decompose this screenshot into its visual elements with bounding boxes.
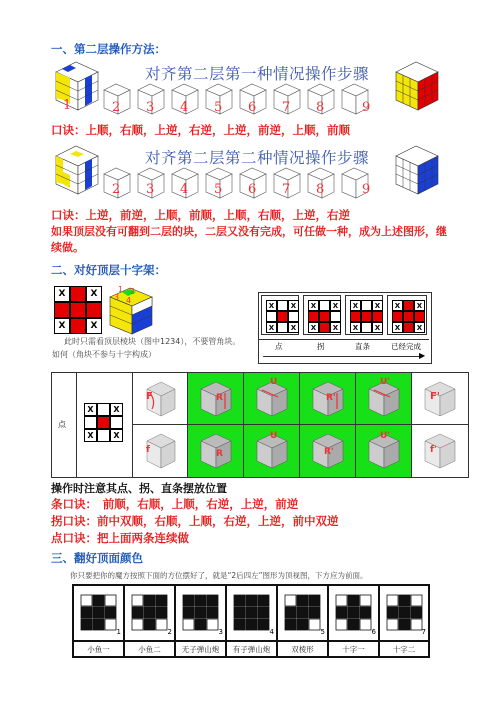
move-cell: [188, 373, 244, 425]
cube-edge-number: 4: [126, 296, 132, 305]
pattern-sticker: [234, 607, 245, 618]
step-number: 9: [362, 182, 371, 197]
pattern-sticker: [387, 607, 398, 618]
formula-line: 条口诀： 前顺，右顺，上顺，右逆，上逆，前逆: [51, 497, 299, 511]
oll-patterns-table: [72, 584, 430, 658]
dot-state-grid: [84, 403, 123, 442]
divider: [259, 339, 429, 340]
position-note: 操作时注意其点、拐、直条摆放位置: [51, 482, 227, 495]
flow-arrow-line: [263, 356, 423, 357]
cube-edge-number: 1: [118, 285, 124, 294]
pattern-sticker: [411, 607, 422, 618]
grid-cell: [97, 403, 110, 416]
grid-cell: [54, 302, 70, 318]
oll-pattern-diagram: [79, 593, 119, 633]
section1-heading: 一、第二层操作方法：: [51, 42, 166, 56]
grid-cell: [288, 311, 299, 322]
move-cell: [412, 425, 468, 477]
pattern-sticker: [132, 595, 143, 606]
grid-cell: X: [110, 403, 123, 416]
grid-cell: [277, 300, 288, 311]
move-cell: [356, 425, 412, 477]
pattern-row: [73, 585, 429, 641]
pattern-label: 双棱形: [277, 641, 328, 657]
step-sequence-case2: [100, 166, 400, 206]
step-number: 7: [282, 182, 291, 197]
stage-corner: [303, 295, 341, 335]
grid-cell: [403, 300, 414, 311]
pattern-sticker: [258, 595, 269, 606]
step-sequence-case1: [100, 82, 400, 122]
oll-pattern-diagram: [385, 593, 425, 633]
oll-pattern-diagram: [334, 593, 374, 633]
grid-cell: X: [350, 322, 361, 333]
move-cell: [356, 373, 412, 425]
grid-cell: [70, 318, 86, 334]
grid-cell: X: [54, 286, 70, 302]
grid-cell: [277, 311, 288, 322]
pattern-sticker: [195, 607, 206, 618]
grid-cell: X: [86, 318, 102, 334]
pattern-sticker: [207, 595, 218, 606]
move-label: R: [216, 449, 223, 459]
pattern-sticker: [195, 619, 206, 630]
grid-cell: [86, 302, 102, 318]
move-label: F: [146, 391, 153, 402]
pattern-sticker: [309, 619, 320, 630]
grid-cell: [70, 302, 86, 318]
grid-cell: X: [84, 429, 97, 442]
step-number: 8: [316, 100, 325, 115]
pattern-sticker: [348, 595, 359, 606]
grid-cell: X: [392, 300, 403, 311]
pattern-sticker: [144, 619, 155, 630]
step-number: 6: [248, 182, 257, 197]
grid-cell: X: [414, 322, 425, 333]
pattern-sticker: [195, 595, 206, 606]
section3-intro: 你只要把你的魔方按照下面的方位摆好了，就是“2后四左”图形为顶视图，下方应为前面。: [70, 571, 368, 580]
formula-dot: 点口诀：把上面两条连续做: [51, 531, 189, 545]
pattern-sticker: [285, 607, 296, 618]
grid-cell: [361, 300, 372, 311]
case2-title: 对齐第二层第二种情况操作步骤: [145, 149, 370, 167]
stage-label: 已经完成: [391, 342, 421, 351]
step-number: 4: [180, 100, 189, 115]
grid-cell: X: [266, 322, 277, 333]
move-label: F': [430, 391, 440, 402]
move-label: U: [270, 377, 278, 387]
step-number: 1: [63, 98, 72, 113]
grid-cell: X: [414, 300, 425, 311]
grid-cell: [319, 322, 330, 333]
pattern-sticker: [348, 619, 359, 630]
step-number: 9: [362, 100, 371, 115]
pattern-sticker: [156, 607, 167, 618]
pattern-sticker: [144, 595, 155, 606]
row-label-cell: [52, 373, 77, 477]
pattern-label: 小鱼二: [124, 641, 175, 657]
pattern-number: 5: [320, 628, 325, 636]
pattern-sticker: [399, 619, 410, 630]
step-number: 2: [112, 100, 121, 115]
cube-image-case2-start: [52, 142, 102, 198]
pattern-sticker: [207, 607, 218, 618]
pattern-cell: [175, 585, 226, 641]
formula-corner: 拐口诀：前中双顺，右顺，上顺，右逆，上逆，前中双逆: [51, 514, 339, 528]
step-number: 4: [180, 182, 189, 197]
pattern-sticker: [183, 619, 194, 630]
grid-cell: X: [288, 300, 299, 311]
step-number: 3: [146, 182, 155, 197]
stage-label: 点: [275, 342, 283, 351]
pattern-sticker: [246, 607, 257, 618]
pattern-cell: [379, 585, 429, 641]
pattern-cell: [226, 585, 277, 641]
move-label: R': [326, 393, 336, 403]
pattern-sticker: [105, 595, 116, 606]
move-grid: [132, 373, 468, 477]
oll-pattern-diagram: [181, 593, 221, 633]
pattern-sticker: [93, 619, 104, 630]
pattern-cell: [73, 585, 124, 641]
grid-cell: [350, 311, 361, 322]
pattern-sticker: [348, 607, 359, 618]
formula-case1: 口诀：上顺，右顺，上逆，右逆，上逆，前逆，上顺，前顺: [51, 123, 350, 137]
move-cube-f-prime: [422, 379, 458, 419]
grid-cell: [361, 322, 372, 333]
formula-case2: 口诀：上逆，前逆，上顺，前顺，上顺，右顺，上逆，右逆: [51, 208, 350, 222]
section3-heading: 三、翻好顶面颜色: [51, 551, 143, 565]
grid-cell: [414, 311, 425, 322]
cross-stages-panel: [258, 292, 432, 364]
grid-cell: [319, 300, 330, 311]
move-label: f': [430, 445, 437, 455]
pattern-sticker: [156, 595, 167, 606]
pattern-number: 6: [371, 628, 376, 636]
grid-cell: [277, 322, 288, 333]
pattern-sticker: [93, 607, 104, 618]
pattern-sticker: [309, 607, 320, 618]
grid-cell: X: [266, 300, 277, 311]
pattern-cell: [124, 585, 175, 641]
pattern-sticker: [93, 595, 104, 606]
stage-label: 直条: [355, 342, 370, 351]
pattern-number: 7: [421, 628, 426, 636]
grid-cell: [97, 416, 110, 429]
algorithm-table: [51, 372, 469, 478]
step-number: 6: [248, 100, 257, 115]
case1-title: 对齐第二层第一种情况操作步骤: [145, 65, 370, 83]
grid-cell: [403, 311, 414, 322]
pattern-label: 十字二: [379, 641, 429, 657]
pattern-sticker: [336, 607, 347, 618]
grid-cell: X: [110, 429, 123, 442]
oll-pattern-diagram: [130, 593, 170, 633]
pattern-sticker: [81, 595, 92, 606]
pattern-label: 有子弹山炮: [226, 641, 277, 657]
grid-cell: [372, 311, 383, 322]
cross-desc-line1: 此时只需看顶层棱块（图中1234），不要管角块。: [64, 337, 241, 346]
pattern-sticker: [387, 619, 398, 630]
oll-pattern-diagram: [232, 593, 272, 633]
cube-edge-number: 2: [130, 287, 136, 296]
grid-cell: X: [308, 300, 319, 311]
grid-cell: X: [392, 322, 403, 333]
grid-cell: [266, 311, 277, 322]
grid-cell: X: [308, 322, 319, 333]
pattern-sticker: [399, 607, 410, 618]
step-number: 3: [146, 100, 155, 115]
pattern-sticker: [387, 595, 398, 606]
cross-desc-line2: 如何（角块不参与十字构成）: [52, 350, 156, 359]
grid-cell: [330, 311, 341, 322]
grid-cell: X: [86, 286, 102, 302]
pattern-sticker: [297, 595, 308, 606]
cross-state-cell: [76, 373, 133, 477]
grid-cell: X: [330, 300, 341, 311]
pattern-sticker: [399, 595, 410, 606]
section1-note: 如果顶层没有可翻到二层的块，二层又没有完成，可任做一种，成为上述图形，继续做。: [51, 225, 447, 254]
grid-cell: [392, 311, 403, 322]
move-label: U': [380, 431, 391, 441]
move-cell: [132, 425, 188, 477]
step-number: 5: [214, 182, 223, 197]
move-label: U': [380, 377, 391, 387]
step-number: 5: [214, 100, 223, 115]
cube-image-case1-end: [392, 58, 442, 114]
grid-cell: [403, 322, 414, 333]
stage-done: [387, 295, 427, 335]
pattern-cell: [277, 585, 328, 641]
move-cell: [244, 373, 300, 425]
cube-edge-number: 3: [114, 293, 120, 302]
pattern-sticker: [360, 595, 371, 606]
move-cell: [412, 373, 468, 425]
grid-cell: X: [372, 322, 383, 333]
grid-cell: X: [84, 403, 97, 416]
stage-line: [345, 295, 383, 335]
pattern-number: 1: [116, 628, 121, 636]
pattern-sticker: [360, 607, 371, 618]
pattern-sticker: [246, 619, 257, 630]
pattern-sticker: [105, 607, 116, 618]
pattern-sticker: [411, 619, 422, 630]
pattern-sticker: [258, 607, 269, 618]
grid-cell: X: [330, 322, 341, 333]
cube-image-case2-end: [392, 142, 442, 198]
grid-cell: [70, 286, 86, 302]
pattern-number: 4: [269, 628, 274, 636]
arrow-right-icon: ▶: [419, 351, 426, 360]
grid-cell: [84, 416, 97, 429]
pattern-sticker: [336, 595, 347, 606]
cube-image-case1-start: [52, 58, 102, 114]
pattern-sticker: [411, 595, 422, 606]
move-label: R': [324, 447, 334, 457]
section2-heading: 二、对好顶层十字架：: [51, 263, 166, 277]
pattern-sticker: [183, 595, 194, 606]
grid-cell: [361, 311, 372, 322]
pattern-label: 小鱼一: [73, 641, 124, 657]
pattern-sticker: [183, 607, 194, 618]
pattern-sticker: [105, 619, 116, 630]
pattern-sticker: [360, 619, 371, 630]
pattern-sticker: [144, 607, 155, 618]
pattern-sticker: [132, 619, 143, 630]
stage-label: 拐: [317, 342, 325, 351]
grid-cell: [308, 311, 319, 322]
grid-cell: X: [350, 300, 361, 311]
pattern-number: 2: [167, 628, 172, 636]
pattern-sticker: [285, 595, 296, 606]
pattern-sticker: [309, 595, 320, 606]
oll-pattern-diagram: [283, 593, 323, 633]
pattern-sticker: [297, 607, 308, 618]
move-label: U: [270, 431, 278, 441]
move-cell: [244, 425, 300, 477]
grid-cell: [97, 429, 110, 442]
pattern-sticker: [234, 619, 245, 630]
pattern-sticker: [246, 595, 257, 606]
move-label: f: [146, 445, 150, 455]
move-cell: [300, 425, 356, 477]
pattern-sticker: [258, 619, 269, 630]
pattern-number: 3: [218, 628, 223, 636]
top-cross-diagram: [54, 286, 102, 334]
grid-cell: X: [288, 322, 299, 333]
move-cell: [188, 425, 244, 477]
step-number: 8: [316, 182, 325, 197]
pattern-sticker: [81, 607, 92, 618]
step-number: 7: [282, 100, 291, 115]
row-label: 点: [58, 420, 66, 429]
pattern-label-row: [73, 641, 429, 657]
step-number: 2: [112, 182, 121, 197]
grid-cell: [110, 416, 123, 429]
pattern-label: 十字一: [328, 641, 379, 657]
pattern-sticker: [156, 619, 167, 630]
pattern-sticker: [207, 619, 218, 630]
pattern-sticker: [285, 619, 296, 630]
pattern-sticker: [234, 595, 245, 606]
pattern-sticker: [336, 619, 347, 630]
stage-dot: [261, 295, 299, 335]
grid-cell: X: [54, 318, 70, 334]
grid-cell: [319, 311, 330, 322]
move-cube-f-wide-prime: [422, 431, 458, 471]
pattern-sticker: [132, 607, 143, 618]
move-cell: [300, 373, 356, 425]
pattern-label: 无子弹山炮: [175, 641, 226, 657]
pattern-sticker: [297, 619, 308, 630]
move-cell: [132, 373, 188, 425]
move-label: R: [216, 393, 223, 403]
pattern-cell: [328, 585, 379, 641]
grid-cell: X: [372, 300, 383, 311]
pattern-sticker: [81, 619, 92, 630]
